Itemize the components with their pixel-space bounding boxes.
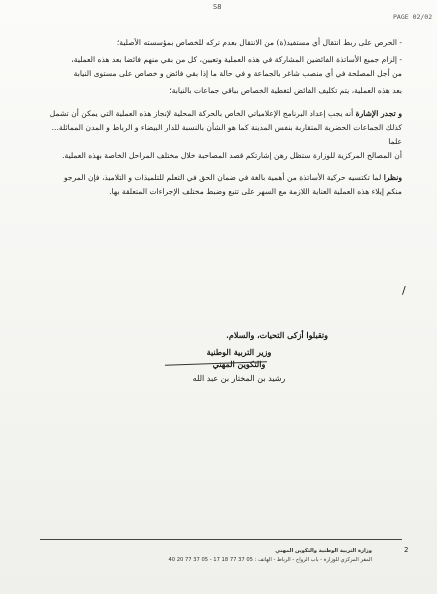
note-line: أن المصالح المركزية للوزارة ستظل رهن إشارتكم قصد المصاحبة خلال مختلف المراحل الخاصة بهذه العملية. [62,151,402,160]
closing-greeting: وتقبلوا أزكى التحيات، والسلام. [226,330,328,340]
minister-title-line1: وزير التربية الوطنية [206,347,272,357]
bullet-line: من أجل المصلحة في أي منصب شاغر بالجماعة و في حالة ما إذا بقي فائض و خصاص على مستوى النيابة [73,69,402,78]
given-label: ونظرا [383,173,402,182]
note-line: كذلك الجماعات الحضرية المتقاربة بنفس المدينة كما هو الشأن بالنسبة للدار البيضاء و الرباط و المدن المماثلة... علما [51,123,402,146]
given-line: منكم إيلاء هذه العملية العناية اللازمة مع السهر على تتبع وضبط مختلف الإجراءات المتعلقة بها. [109,187,402,196]
note-paragraph [40,107,402,121]
footer-divider [40,539,402,540]
footer-block [70,547,372,565]
bullet-line: - إلزام جميع الأساتذة الفائضين المشاركة في هذه العملية وتعيين، كل من بقي منهم فائضا بعد هذه العملية، [71,55,402,64]
signer-name: رشيد بن المختار بن عبد الله [192,374,286,383]
footer-ministry: وزارة التربية الوطنية والتكوين المهني [275,548,372,554]
footer-address: المقر المركزي للوزارة - باب الرواح - الرباط - الهاتف : 05 37 77 18 17 - 05 37 77 20 40 [168,557,372,563]
letter-body [40,36,402,199]
fax-page-indicator: PAGE 02/02 [393,13,433,21]
given-line: لما تكتسيه حركية الأساتذة من أهمية بالغة في ضمان الحق في التعلم للتلميذات و التلاميذ، فإن المرجو [63,173,382,182]
note-line: أنه يجب إعداد البرنامج الإعلامياتي الخاص بالحركة المحلية لإنجاز هذه العملية التي يمكن أن تشمل [49,109,354,118]
closing-block [150,328,328,386]
given-paragraph [40,171,402,185]
bullet-line: - الحرص على ربط انتقال أي مستفيد(ة) من الانتقال بعدم تركه للخصاص بمؤسسته الأصلية؛ [116,38,402,47]
pen-mark-icon: / [402,284,406,297]
minister-title-line2: والتكوين المهني [212,359,266,369]
after-operation-line: بعد هذه العملية، يتم تكليف الفائض لتغطية الخصاص بباقي جماعات بالنيابة؛ [169,86,402,95]
note-label: و تجدر الإشارة [355,109,402,118]
fax-transmission-number: S8 [213,3,222,11]
page-number: 2 [404,546,409,554]
